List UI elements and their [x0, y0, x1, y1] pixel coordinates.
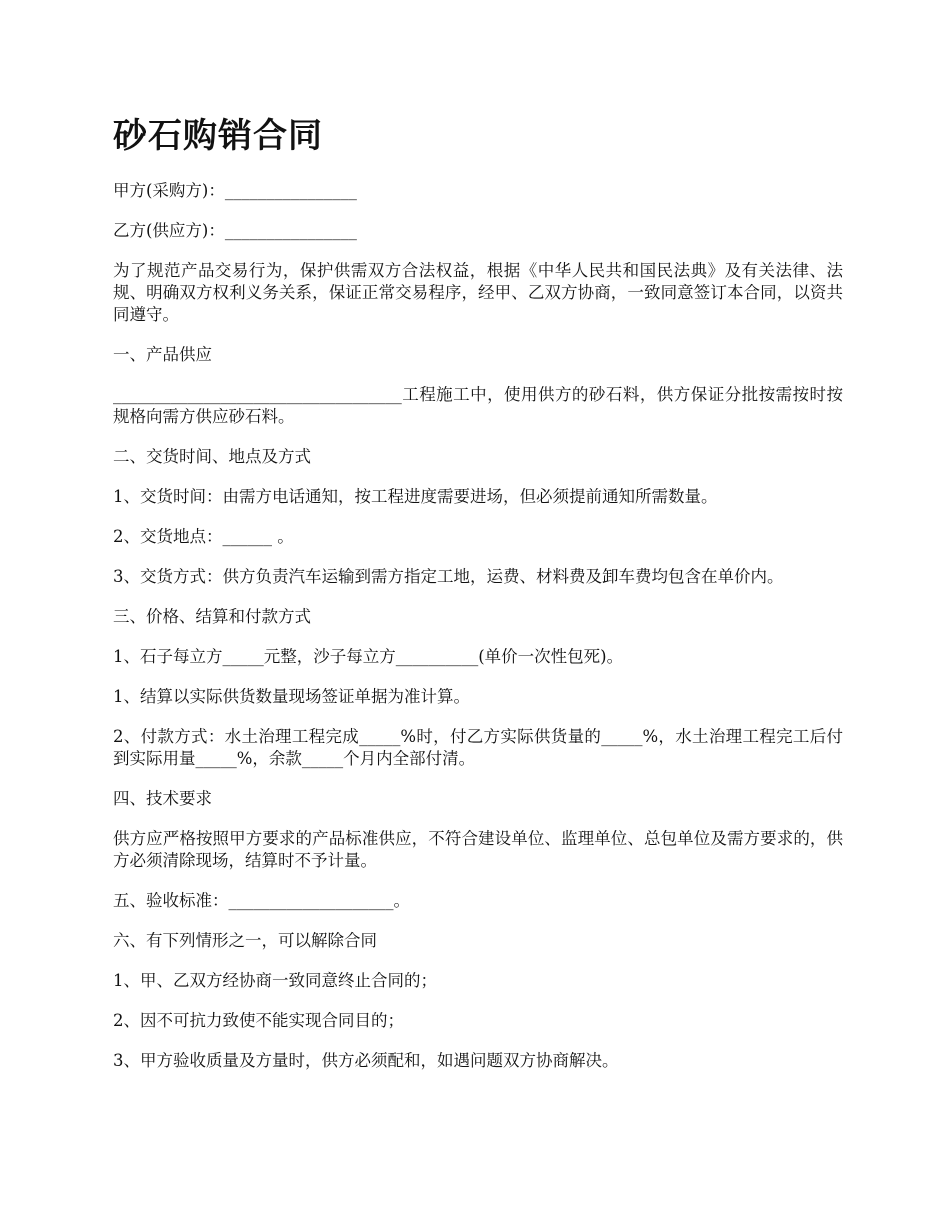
section-4-item-1: 供方应严格按照甲方要求的产品标准供应，不符合建设单位、监理单位、总包单位及需方要求的，供方必须清除现场，结算时不予计量。 — [113, 829, 843, 870]
section-heading-5: 五、验收标准：____________________。 — [113, 891, 410, 910]
section-1-item-1: ___________________________________工程施工中，使用供方的砂石料，供方保证分批按需按时按规格向需方供应砂石料。 — [113, 385, 843, 426]
section-2-item-1: 1、交货时间：由需方电话通知，按工程进度需要进场，但必须提前通知所需数量。 — [113, 487, 718, 506]
section-heading-6: 六、有下列情形之一，可以解除合同 — [113, 931, 377, 950]
intro-paragraph: 为了规范产品交易行为，保护供需双方合法权益，根据《中华人民共和国民法典》及有关法律、法规、明确双方权利义务关系，保证正常交易程序，经甲、乙双方协商，一致同意签订本合同，以资共同遵守。 — [113, 261, 843, 324]
section-3-item-2: 1、结算以实际供货数量现场签证单据为准计算。 — [113, 687, 470, 706]
party-a-line: 甲方(采购方)：________________ — [113, 181, 357, 200]
section-heading-2: 二、交货时间、地点及方式 — [113, 447, 311, 466]
section-2-item-2: 2、交货地点：______ 。 — [113, 527, 294, 546]
section-3-item-3: 2、付款方式：水土治理工程完成_____%时，付乙方实际供货量的_____%，水土治理工程完工后付到实际用量_____%，余款_____个月内全部付清。 — [113, 727, 843, 768]
section-heading-3: 三、价格、结算和付款方式 — [113, 607, 311, 626]
section-3-item-1: 1、石子每立方_____元整，沙子每立方__________(单价一次性包死)。 — [113, 647, 624, 666]
document-page — [113, 112, 843, 1090]
party-b-line: 乙方(供应方)：________________ — [113, 221, 357, 240]
document-title: 砂石购销合同 — [113, 116, 323, 156]
section-6-item-1: 1、甲、乙双方经协商一致同意终止合同的； — [113, 971, 437, 990]
section-2-item-3: 3、交货方式：供方负责汽车运输到需方指定工地，运费、材料费及卸车费均包含在单价内。 — [113, 567, 784, 586]
section-heading-4: 四、技术要求 — [113, 789, 212, 808]
section-6-item-3: 3、甲方验收质量及方量时，供方必须配和，如遇问题双方协商解决。 — [113, 1051, 619, 1070]
section-heading-1: 一、产品供应 — [113, 345, 212, 364]
section-6-item-2: 2、因不可抗力致使不能实现合同目的； — [113, 1011, 404, 1030]
